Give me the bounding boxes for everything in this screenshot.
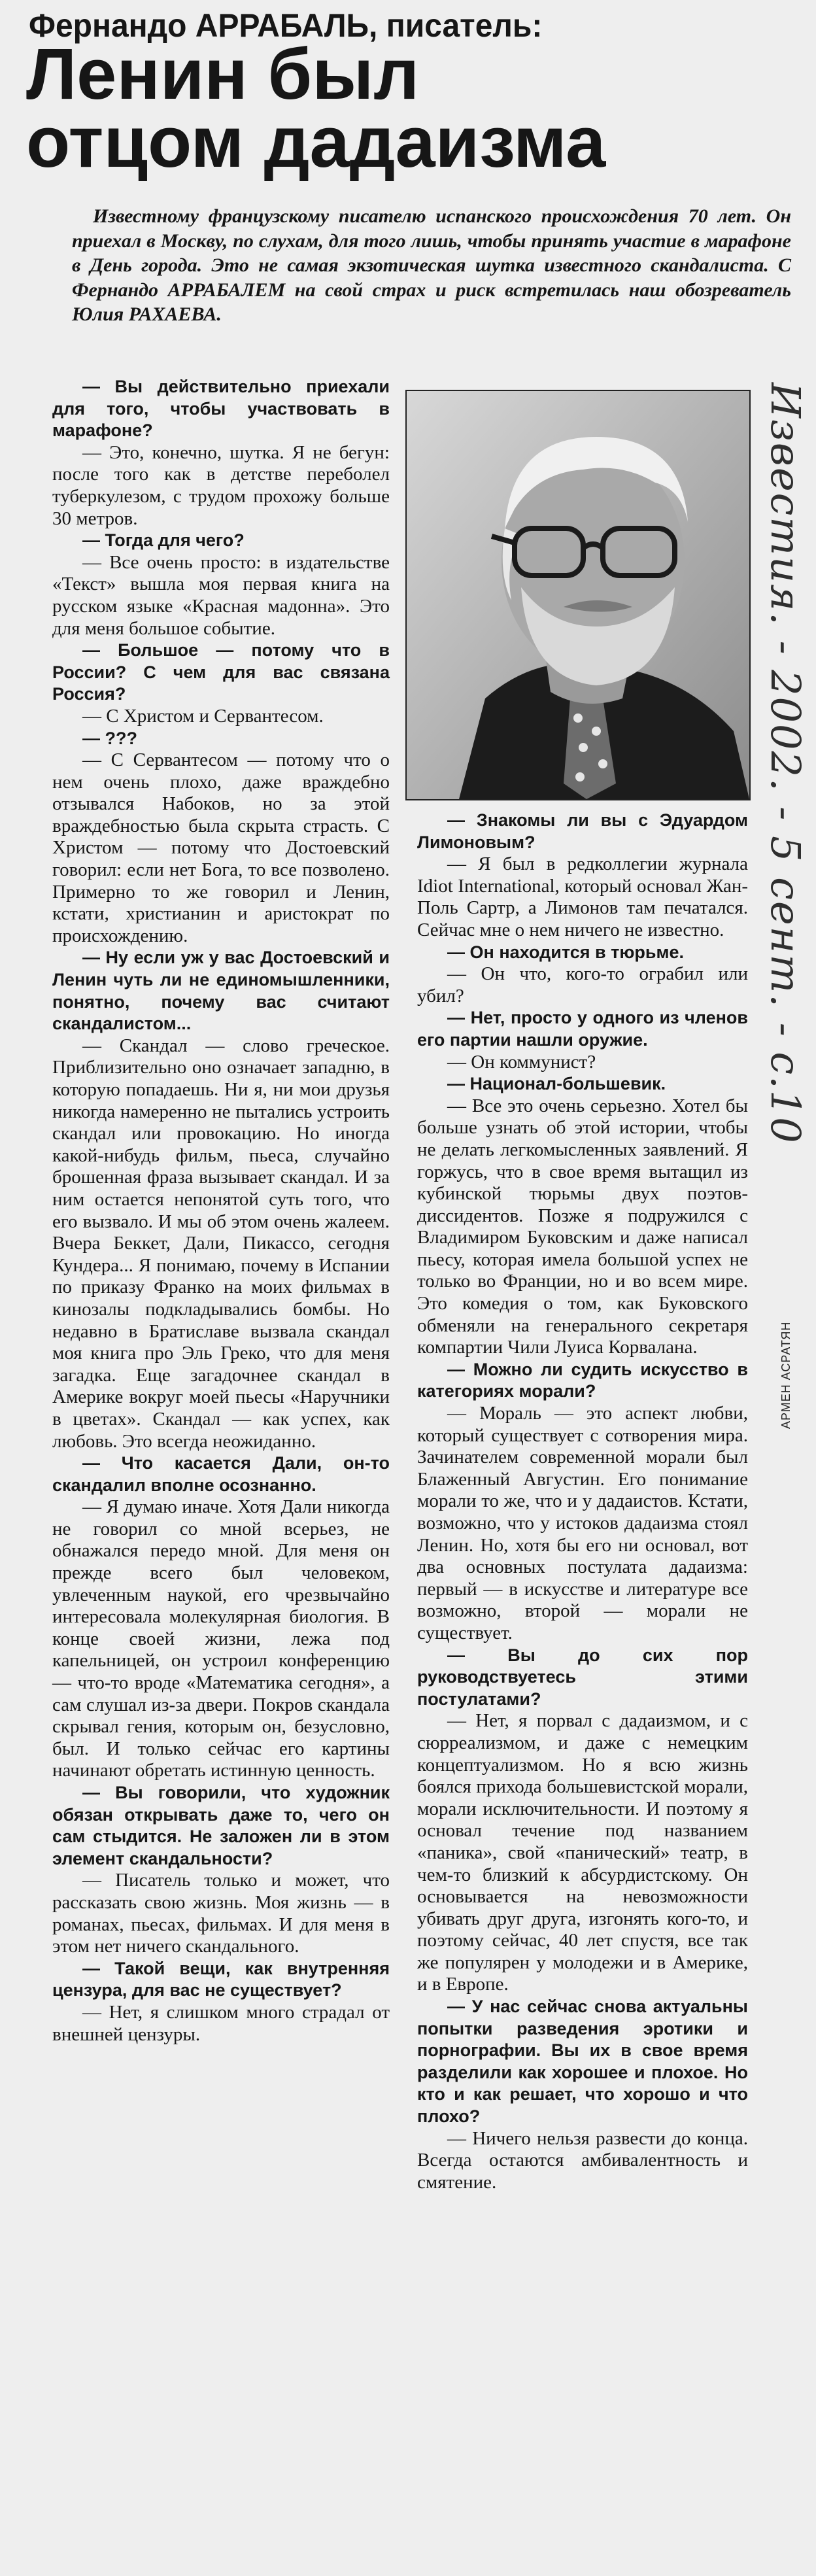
left-question-10: — Что касается Дали, он-то скандалил вполне осознанно. — [52, 1453, 390, 1495]
right-question-6: — Национал-большевик. — [447, 1074, 666, 1094]
article-column-left — [52, 376, 390, 2046]
right-question-0: — Знакомы ли вы с Эдуардом Лимоновым? — [417, 810, 748, 852]
right-question-2: — Он находится в тюрьме. — [447, 942, 684, 962]
photo-credit: АРМЕН АСРАТЯН — [779, 1321, 792, 1429]
right-answer-5: — Он коммунист? — [447, 1051, 596, 1073]
left-question-8: — Ну если уж у вас Достоевский и Ленин чуть ли не единомышленники, понятно, почему вас считают скандалистом... — [52, 948, 390, 1034]
headline — [26, 34, 798, 182]
headline-line-2: отцом дадаизма — [26, 102, 606, 182]
interviewee-kicker: Фернандо АРРАБАЛЬ, писатель: — [29, 7, 543, 44]
handwritten-source-note: Известия. - 2002. - 5 сент. - с.10 — [762, 383, 809, 1144]
left-question-6: — ??? — [82, 728, 137, 748]
left-answer-11: — Я думаю иначе. Хотя Дали никогда не говорил со мной всерьез, не обнажался передо мной. Для меня он прежде всего был человеком, увлеченным наукой, его чрезвычайно интересовала молекулярная биология. В конце своей жизни, лежа под капельницей, он устроил конференцию — что-то вроде «Математика сегодня», а сам слушал из-за двери. Покров скандала скрывал гения, которым он, безусловно, был. И только сейчас его картины начинают обретать истинную ценность. — [52, 1496, 390, 1781]
portrait-illustration — [407, 391, 749, 799]
left-question-0: — Вы действительно приехали для того, чтобы участвовать в марафоне? — [52, 377, 390, 441]
left-answer-1: — Это, конечно, шутка. Я не бегун: после того как в детстве переболел туберкулезом, с трудом прохожу больше 30 метров. — [52, 441, 390, 529]
right-question-4: — Нет, просто у одного из членов его партии нашли оружие. — [417, 1008, 748, 1050]
left-question-2: — Тогда для чего? — [82, 530, 245, 551]
right-answer-3: — Он что, кого-то ограбил или убил? — [417, 963, 748, 1006]
right-answer-7: — Все это очень серьезно. Хотел бы больше узнать об этой истории, чтобы не делать легкомысленных заявлений. Я горжусь, что в свое время вытащил из кубинской тюрьмы двух поэтов-диссидентов. Позже я подружился с Владимиром Буковским и даже написал пьесу, которая имела большой успех не только во Франции, но и во всем мире. Это комедия о том, как Буковского обменяли на генерального секретаря компартии Чили Луиса Корвалана. — [417, 1095, 748, 1358]
headline-line-1: Ленин был — [26, 34, 420, 114]
right-answer-13: — Ничего нельзя развести до конца. Всегда остаются амбивалентность и смятение. — [417, 2127, 748, 2193]
left-answer-7: — С Сервантесом — потому что о нем очень плохо, даже враждебно отзывался Набоков, но за этой враждебностью была скрыта страсть. С Христом — потому что Достоевский говорил: если нет Бога, то все позволено. Примерно то же говорил и Ленин, кстати, христианин и аристократ по происхождению. — [52, 749, 390, 946]
left-answer-5: — С Христом и Сервантесом. — [82, 705, 324, 727]
left-answer-3: — Все очень просто: в издательстве «Текст» вышла моя первая книга на русском языке «Красная мадонна». Это для меня большое событие. — [52, 551, 390, 639]
left-question-4: — Большое — потому что в России? С чем для вас связана Россия? — [52, 640, 390, 704]
right-question-8: — Можно ли судить искусство в категориях морали? — [417, 1359, 748, 1401]
left-question-14: — Такой вещи, как внутренняя цензура, для вас не существует? — [52, 1958, 390, 2001]
right-question-10: — Вы до сих пор руководствуетесь этими постулатами? — [417, 1645, 748, 1709]
left-answer-15: — Нет, я слишком много страдал от внешней цензуры. — [52, 2001, 390, 2045]
portrait-photo — [405, 390, 751, 800]
right-question-12: — У нас сейчас снова актуальны попытки разведения эротики и порнографии. Вы их в свое время разделили как хорошее и плохое. Но кто и как решает, что хорошо и что плохо? — [417, 1997, 748, 2127]
right-answer-1: — Я был в редколлегии журнала Idiot International, который основал Жан-Поль Сартр, а Лимонов там печатался. Сейчас мне о нем ничего не известно. — [417, 853, 748, 940]
right-answer-11: — Нет, я порвал с дадаизмом, и с сюрреализмом, и даже с немецким концептуализмом. Но я всю жизнь боялся прихода большевистской морали, морали исключительности. И поэтому я основал течение под названием «паника», свой «панический» театр, в чем-то близкий к абсурдистскому. Он основывается на невозможности убивать друг друга, изгонять кого-то, и поэтому сейчас, 40 лет спустя, все так же популярен у молодежи и в Америке, и в Европе. — [417, 1710, 748, 1995]
left-question-12: — Вы говорили, что художник обязан открывать даже то, чего он сам стыдится. Не заложен ли в этом элемент скандальности? — [52, 1783, 390, 1868]
left-answer-9: — Скандал — слово греческое. Приблизительно оно означает западню, в которую попадаешь. Ни я, ни мои друзья никогда намеренно не пытались устроить скандал или провокацию. Но иногда какой-нибудь фильм, пьеса, случайно брошенная фраза вызывает скандал. И за ним остается непонятой суть того, что его вызвало. И мы об этом очень жалеем. Вчера Беккет, Дали, Пикассо, сегодня Кундера... Я понимаю, почему в Испании по приказу Франко на моих фильмах в кинозалы подкладывались бомбы. Но недавно в Братиславе вызвала скандал моя книга про Эль Греко, что для меня загадка. Еще загадочнее скандал в Америке вокруг моей пьесы «Наручники в цветах». Скандал — как успех, как любовь. Это всегда неожиданно. — [52, 1035, 390, 1452]
right-answer-9: — Мораль — это аспект любви, который существует с сотворения мира. Зачинателем современной морали был Блаженный Августин. Его понимание морали то же, что и у дадаистов. Кстати, возможно, что у истоков дадаизма стоял Ленин. Но, хотя бы его ни основал, вот два основных постулата дадаизма: первый — в искусстве и литературе все возможно, второй — морали не существует. — [417, 1403, 748, 1643]
lead-paragraph: Известному французскому писателю испанского происхождения 70 лет. Он приехал в Москву, по слухам, для того лишь, чтобы принять участие в марафоне в День города. Это не самая экзотическая шутка известного скандалиста. С Фернандо АРРАБАЛЕМ на свой страх и риск встретилась наш обозреватель Юлия РАХАЕВА. — [72, 205, 791, 325]
left-answer-13: — Писатель только и может, что рассказать свою жизнь. Моя жизнь — в романах, пьесах, фильмах. И для меня в этом нет ничего скандального. — [52, 1870, 390, 1957]
article-column-right — [417, 810, 748, 2193]
